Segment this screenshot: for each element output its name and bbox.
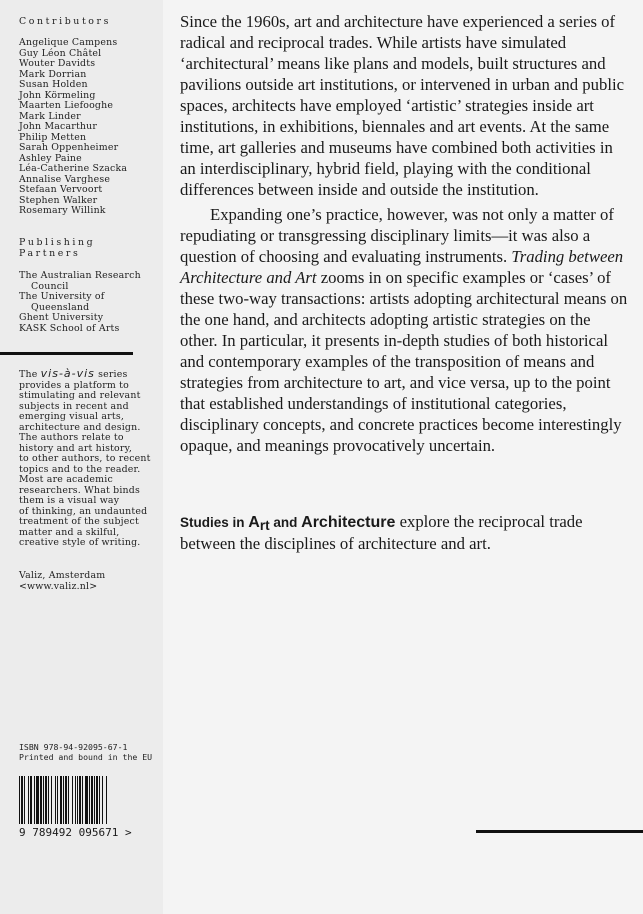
series-line: matter and a skilful, xyxy=(19,526,120,538)
contributor-name: Guy Léon Châtel xyxy=(19,47,102,59)
contributor-name: Stefaan Vervoort xyxy=(19,184,103,195)
blurb-paragraph-2 xyxy=(180,204,628,456)
blurb-paragraph-2-end: zooms in on specific examples or ‘cases’ of these two-way transactions: artists adopting architectural means on the one hand, and architects adopting artistic strategies on the other. In particular, it presents in-depth studies of both historical and contemporary examples of the transposition of means and strategies from architecture to art, and vice versa, up to the point that established understandings of institutional categories, disciplinary concepts, and concrete practices become interestingly opaque, and meanings provocatively uncertain. xyxy=(180,268,628,455)
contributor-name: Susan Holden xyxy=(19,79,88,90)
barcode-bar xyxy=(94,776,95,824)
contributor-name: Annalise Varghese xyxy=(19,173,111,185)
series-line: to other authors, to recent xyxy=(19,453,151,464)
partner-line: Queensland xyxy=(31,301,90,313)
section-rule-left xyxy=(0,352,133,355)
barcode-bar xyxy=(68,776,69,824)
contributor-name: John Körmeling xyxy=(19,89,96,101)
series-intro: The xyxy=(19,369,38,380)
series-line: history and art history, xyxy=(19,442,133,454)
partners-list xyxy=(19,271,141,334)
blurb-text xyxy=(180,11,628,456)
series-logo-architecture: Architecture xyxy=(301,514,396,531)
partner-line: Ghent University xyxy=(19,312,104,323)
barcode-bar xyxy=(24,776,25,824)
series-description xyxy=(19,369,151,549)
partners-heading xyxy=(19,238,95,259)
barcode-bar xyxy=(30,776,32,824)
series-line: architecture and design. xyxy=(19,421,141,433)
barcode-bar xyxy=(40,776,42,824)
barcode-bar xyxy=(96,776,98,824)
contributor-name: Mark Dorrian xyxy=(19,68,87,80)
series-line: them is a visual way xyxy=(19,495,120,506)
isbn-number: ISBN 978-94-92095-67-1 xyxy=(19,742,128,752)
series-line: researchers. What binds xyxy=(19,484,141,496)
series-line: stimulating and relevant xyxy=(19,390,141,401)
barcode-bar xyxy=(72,776,73,824)
contributor-name: Sarah Oppenheimer xyxy=(19,142,119,153)
contributor-name: Ashley Paine xyxy=(19,152,82,164)
barcode-bar xyxy=(91,776,93,824)
barcode-bar xyxy=(45,776,47,824)
barcode-bar xyxy=(34,776,35,824)
barcode-bar xyxy=(65,776,67,824)
contributor-name: Mark Linder xyxy=(19,110,81,122)
printed-note: Printed and bound in the EU xyxy=(19,751,153,762)
partner-line: The Australian Research xyxy=(19,270,141,281)
contributor-name: Angelique Campens xyxy=(19,37,118,48)
barcode-bar xyxy=(63,776,64,824)
series-line: creative style of writing. xyxy=(19,537,141,548)
section-rule-right xyxy=(476,830,643,833)
barcode-bar xyxy=(60,776,62,824)
barcode-block xyxy=(19,742,153,839)
contributor-name: Rosemary Willink xyxy=(19,205,106,216)
barcode-bar xyxy=(57,776,58,824)
series-logo-and: and xyxy=(273,515,298,530)
barcode-bar xyxy=(85,776,88,824)
publisher-url[interactable]: <www.valiz.nl> xyxy=(19,580,98,592)
publisher-block xyxy=(19,571,105,592)
partner-line: KASK School of Arts xyxy=(19,322,120,334)
partners-heading-line-2: Partners xyxy=(19,247,81,259)
barcode-bar xyxy=(36,776,39,824)
series-line-first xyxy=(19,369,151,381)
blurb-paragraph-2-start: Expanding one’s practice, however, was not only a matter of repudiating or transgressing disciplinary limits—it was also a question of choosing and evaluating instruments. xyxy=(180,205,614,266)
barcode-bar xyxy=(89,776,90,824)
series-line-first-rest: series xyxy=(94,369,128,380)
tagline-text: explore the reciprocal trade between the disciplines of architecture and art. xyxy=(180,512,583,553)
partner-line: The University of xyxy=(19,291,105,302)
series-logo-art-a: A xyxy=(248,514,260,531)
barcode-image xyxy=(19,776,137,828)
series-line: topics and to the reader. xyxy=(19,463,141,475)
blurb-paragraph-1: Since the 1960s, art and architecture have experienced a series of radical and reciprocal trades. While artists have simulated ‘architectural’ means like plans and models, built structures and pavilions outside art institutions, or intervened in urban and public spaces, architects have employed ‘artistic’ strategies inside art institutions, in exhibitions, biennales and art events. At the same time, art galleries and museums have combined both activities in an interdisciplinary, hybrid field, playing with the conditional differences between inside and outside the institution. xyxy=(180,12,624,199)
barcode-bar xyxy=(99,776,100,824)
series-line: treatment of the subject xyxy=(19,516,139,527)
contributors-list xyxy=(19,38,127,217)
contributor-name: John Macarthur xyxy=(19,121,98,132)
barcode-bar xyxy=(75,776,76,824)
series-logo-studies-in: Studies in xyxy=(180,515,245,530)
series-line: subjects in recent and xyxy=(19,400,129,412)
barcode-bar xyxy=(51,776,52,824)
series-logo-art-rt: rt xyxy=(259,518,270,533)
series-line: emerging visual arts, xyxy=(19,411,125,422)
barcode-bar xyxy=(21,776,23,824)
barcode-digits: 9 789492 095671 > xyxy=(19,826,132,839)
publisher-name: Valiz, Amsterdam xyxy=(19,570,106,581)
barcode-bar xyxy=(106,776,107,824)
barcode-bar xyxy=(77,776,78,824)
barcode-bar xyxy=(28,776,29,824)
barcode-bar xyxy=(102,776,103,824)
partner-line: Council xyxy=(31,280,69,292)
contributors-heading: Contributors xyxy=(19,16,112,27)
barcode-bar xyxy=(43,776,44,824)
barcode-bar xyxy=(79,776,81,824)
series-tagline xyxy=(180,511,628,554)
series-logo xyxy=(180,514,396,533)
contributor-name: Maarten Liefooghe xyxy=(19,100,114,111)
series-line: The authors relate to xyxy=(19,432,124,443)
contributor-name: Stephen Walker xyxy=(19,194,98,206)
partners-heading-line-1: Publishing xyxy=(19,237,96,248)
contributor-name: Philip Metten xyxy=(19,131,87,143)
vis-a-vis-logo: vis-à-vis xyxy=(40,367,95,380)
barcode-bar xyxy=(55,776,56,824)
series-line: provides a platform to xyxy=(19,379,129,391)
barcode-bar xyxy=(19,776,20,824)
barcode-bar xyxy=(48,776,49,824)
book-title: Trading between Architecture and Art xyxy=(180,247,624,287)
barcode-bar xyxy=(82,776,83,824)
series-line: Most are academic xyxy=(19,474,113,485)
contributor-name: Wouter Davidts xyxy=(19,58,96,69)
contributor-name: Léa-Catherine Szacka xyxy=(19,163,128,174)
series-line: of thinking, an undaunted xyxy=(19,505,148,517)
